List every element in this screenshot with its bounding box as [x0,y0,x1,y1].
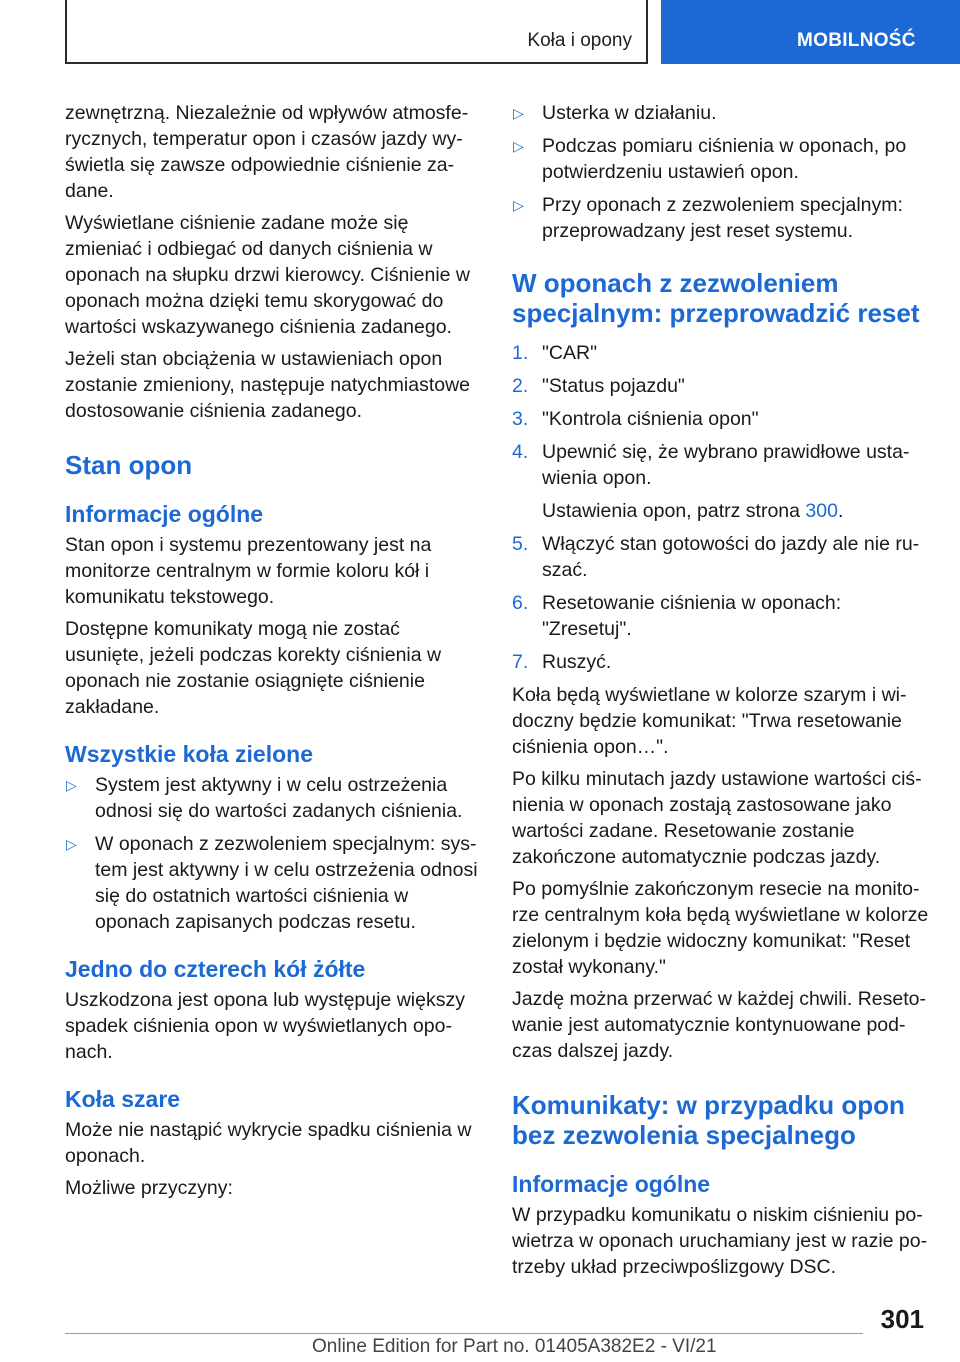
heading-wheels-grey: Koła szare [65,1086,181,1112]
step-item: 1. "CAR" [512,342,598,364]
paragraph: Dostępne komunikaty mogą nie zostać usunięte, jeżeli podczas korekty ciśnienia w oponach nie zostanie osiągnięte ciśnienie zakładane. [65,618,442,718]
triangle-bullet-icon: ▷ [66,836,77,852]
heading-informacje-ogolne: Informacje ogólne [512,1171,711,1197]
paragraph: Wyświetlane ciśnienie zadane może się zmieniać i odbiegać od danych ciśnienia w oponach na słupku drzwi kierowcy. Ciśnienie w oponach można dzięki temu skorygować do wartości wskazywanego ciśnienia zadanego. [65,212,470,338]
list-item: ▷ System jest aktywny i w celu ostrzeżenia odnosi się do wartości zadanych ciśnienia. [66,774,463,822]
step-item: 4. Upewnić się, że wybrano prawidłowe ustawienia opon. Ustawienia opon, patrz strona 300. [512,439,932,524]
reset-steps [512,340,932,675]
heading-stan-opon: Stan opon [65,450,193,480]
causes-list [512,100,932,244]
step-item: 5. Włączyć stan gotowości do jazdy ale nie ruszać. [512,533,920,581]
list-item: ▷ W oponach z zezwoleniem specjalnym: system jest aktywny i w celu ostrzeżenia odnosi się do ostatnich wartości ciśnienia w oponach zapisanych podczas resetu. [66,833,478,933]
list-item: ▷ Podczas pomiaru ciśnienia w oponach, po potwierdzeniu ustawień opon. [513,135,907,183]
paragraph: Jeżeli stan obciążenia w ustawieniach opon zostanie zmieniony, następuje natychmiastowe dostosowanie ciśnienia zadanego. [65,348,471,422]
heading-reset: W oponach z zezwoleniem specjalnym: przeprowadzić reset [512,268,920,328]
green-list [65,772,480,935]
step-item: 2. "Status pojazdu" [512,375,685,397]
paragraph: W przypadku komunikatu o niskim ciśnieniu powietrza w oponach uruchamiany jest w razie potrzeby układ przeciwpoślizgowy DSC. [512,1204,928,1278]
paragraph: zewnętrzną. Niezależnie od wpływów atmosferycznych, temperatur opon i czasów jazdy wyświetla się zawsze odpowiednie ciśnienie zadane. [65,102,469,202]
step-item: 6. Resetowanie ciśnienia w oponach: "Zresetuj". [512,592,842,640]
heading-all-wheels-green: Wszystkie koła zielone [65,741,313,767]
edition-text: Online Edition for Part no. 01405A382E2 - VI/21 [312,1336,717,1357]
right-column [512,100,932,1286]
paragraph: Możliwe przyczyny: [65,1177,233,1199]
paragraph: Po kilku minutach jazdy ustawione wartości ciśnienia w oponach zostają zastosowane jako wartości zadane. Resetowanie zostanie zakończone automatycznie podczas jazdy. [512,768,922,868]
paragraph: Stan opon i systemu prezentowany jest na monitorze centralnym w formie koloru kół i komunikatu tekstowego. [65,534,432,608]
paragraph: Uszkodzona jest opona lub występuje większy spadek ciśnienia opon w wyświetlanych oponach. [65,989,465,1063]
heading-wheels-yellow: Jedno do czterech kół żółte [65,956,366,982]
chapter-tab[interactable] [661,0,960,64]
chapter-title: MOBILNOŚĆ [797,30,916,51]
header-section-box [65,0,648,64]
list-item: ▷ Przy oponach z zezwoleniem specjalnym: przeprowadzany jest reset systemu. [513,194,903,242]
triangle-bullet-icon: ▷ [513,105,524,121]
heading-informacje-ogolne: Informacje ogólne [65,501,264,527]
paragraph: Jazdę można przerwać w każdej chwili. Resetowanie jest automatycznie kontynuowane podczas dalszej jazdy. [512,988,927,1062]
triangle-bullet-icon: ▷ [66,777,77,793]
step-item: 7. Ruszyć. [512,651,612,673]
triangle-bullet-icon: ▷ [513,138,524,154]
list-item: ▷ Usterka w działaniu. [513,102,717,124]
paragraph: Może nie nastąpić wykrycie spadku ciśnienia w oponach. [65,1119,472,1167]
triangle-bullet-icon: ▷ [513,197,524,213]
step-note: Ustawienia opon, patrz strona 300. [542,500,844,522]
paragraph: Po pomyślnie zakończonym resecie na monitorze centralnym koła będą wyświetlane w kolorze zielonym i będzie widoczny komunikat: "Reset został wykonany." [512,878,929,978]
page-number: 301 [880,1304,924,1334]
paragraph: Koła będą wyświetlane w kolorze szarym i widoczny będzie komunikat: "Trwa resetowanie ciśnienia opon…". [512,684,907,758]
section-title: Koła i opony [527,30,632,51]
footer-divider [65,1333,863,1334]
heading-messages: Komunikaty: w przypadku opon bez zezwolenia specjalnego [512,1090,905,1150]
step-item: 3. "Kontrola ciśnienia opon" [512,408,759,430]
left-column [65,100,480,1207]
page-link[interactable]: 300 [805,500,838,522]
